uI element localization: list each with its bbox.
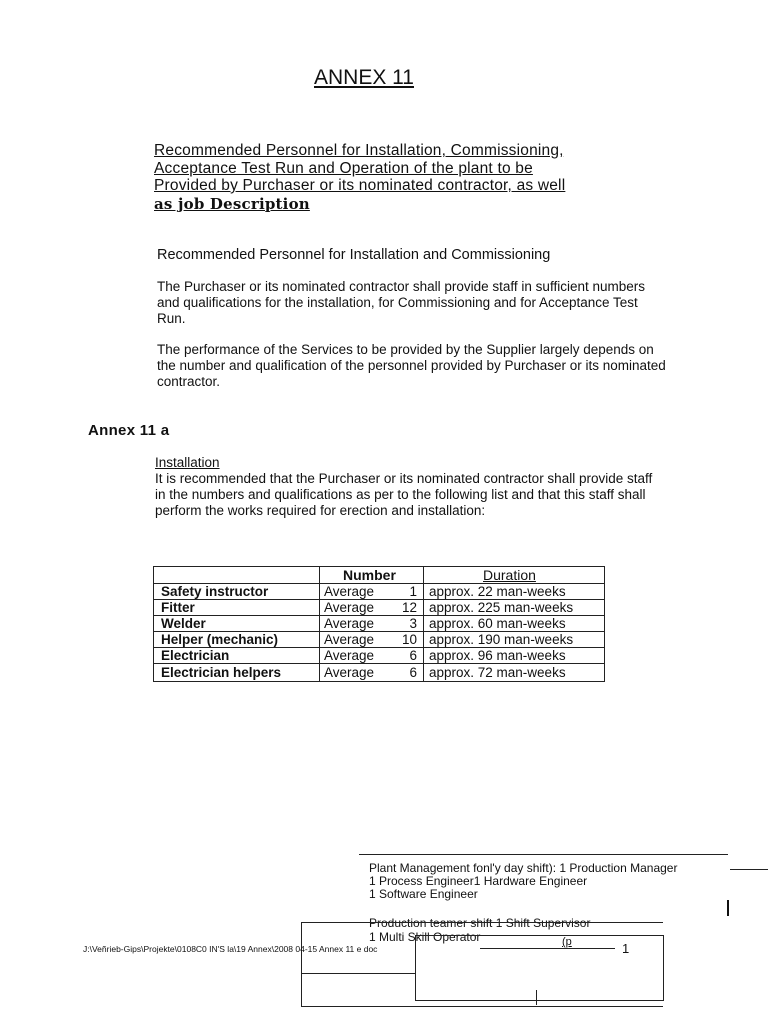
number-cell: 3 bbox=[409, 616, 417, 631]
role-cell: Electrician helpers bbox=[161, 665, 282, 680]
heading-line-1: Recommended Personnel for Installation, Commissioning, bbox=[154, 142, 564, 159]
header-duration: Duration bbox=[483, 567, 536, 583]
role-cell: Welder bbox=[161, 616, 206, 631]
average-cell: Average bbox=[324, 600, 375, 615]
duration-cell: approx. 72 man-weeks bbox=[429, 665, 566, 680]
table-row bbox=[153, 584, 605, 600]
duration-cell: approx. 96 man-weeks bbox=[429, 648, 566, 663]
table-row bbox=[153, 665, 605, 681]
duration-cell: approx. 22 man-weeks bbox=[429, 584, 566, 599]
average-cell: Average bbox=[324, 616, 375, 631]
heading-line-4: as job Description bbox=[154, 194, 310, 213]
divider-line bbox=[730, 869, 768, 870]
duration-cell: approx. 190 man-weeks bbox=[429, 632, 574, 647]
heading-line-2: Acceptance Test Run and Operation of the plant to be bbox=[154, 159, 533, 177]
table-row bbox=[153, 616, 605, 632]
paragraph-staff: The Purchaser or its nominated contractor shall provide staff in sufficient numbers and qualifications for the installation, for Commissioning and for Acceptance Test Run. bbox=[157, 279, 645, 326]
average-cell: Average bbox=[324, 632, 375, 647]
duration-cell: approx. 60 man-weeks bbox=[429, 616, 566, 631]
personnel-table bbox=[153, 566, 605, 682]
role-cell: Helper (mechanic) bbox=[161, 632, 279, 647]
heading-line-3: Provided by Purchaser or its nominated contractor, as well bbox=[154, 177, 566, 194]
section-subheading: Recommended Personnel for Installation and Commissioning bbox=[157, 247, 551, 263]
process-engineer-line: 1 Process Engineer1 Hardware Engineer bbox=[369, 874, 588, 888]
page-mark: (p bbox=[562, 936, 572, 948]
role-cell: Safety instructor bbox=[161, 584, 269, 599]
table-row bbox=[153, 648, 605, 664]
document-title: ANNEX 11 bbox=[314, 66, 414, 89]
page-number: 1 bbox=[622, 941, 630, 956]
divider-line bbox=[359, 854, 728, 855]
number-cell: 12 bbox=[401, 600, 417, 615]
role-cell: Electrician bbox=[161, 648, 230, 663]
table-border-bottom bbox=[153, 681, 605, 682]
table-row bbox=[153, 600, 605, 616]
role-cell: Fitter bbox=[161, 600, 195, 615]
production-team-line: Production teamer shift 1 Shift Supervisor bbox=[369, 916, 591, 930]
number-cell: 1 bbox=[409, 584, 417, 599]
average-cell: Average bbox=[324, 648, 375, 663]
paragraph-performance: The performance of the Services to be provided by the Supplier largely depends on the number and qualification of the personnel provided by Purchaser or its nominated contractor. bbox=[157, 342, 666, 389]
duration-cell: approx. 225 man-weeks bbox=[429, 600, 574, 615]
header-number: Number bbox=[343, 567, 396, 583]
footer-rule bbox=[480, 948, 615, 949]
annex-a-heading: Annex 11 a bbox=[88, 422, 170, 439]
footer-box-divider bbox=[536, 990, 537, 1005]
plant-management-line: Plant Management fonl'y day shift): 1 Production Manager bbox=[369, 861, 678, 875]
number-cell: 10 bbox=[401, 632, 417, 647]
table-row bbox=[153, 632, 605, 648]
footer-box-divider bbox=[301, 973, 415, 974]
file-path: J:\Veñrieb-Gips\Projekte\0108C0 IN'S la\19 Annex\2008 04-15 Annex 11 e doc bbox=[83, 944, 378, 954]
document-heading bbox=[154, 142, 654, 213]
installation-text: It is recommended that the Purchaser or its nominated contractor shall provide staff in the numbers and qualifications as per to the following list and that this staff shall perform the works required for erection and installation: bbox=[155, 471, 653, 518]
number-cell: 6 bbox=[409, 648, 417, 663]
installation-label: Installation bbox=[155, 455, 220, 470]
average-cell: Average bbox=[324, 665, 375, 680]
average-cell: Average bbox=[324, 584, 375, 599]
number-cell: 6 bbox=[409, 665, 417, 680]
margin-bar bbox=[727, 900, 729, 916]
operator-line: 1 Multi Skill Operator bbox=[369, 930, 481, 944]
software-engineer-line: 1 Software Engineer bbox=[369, 887, 478, 901]
